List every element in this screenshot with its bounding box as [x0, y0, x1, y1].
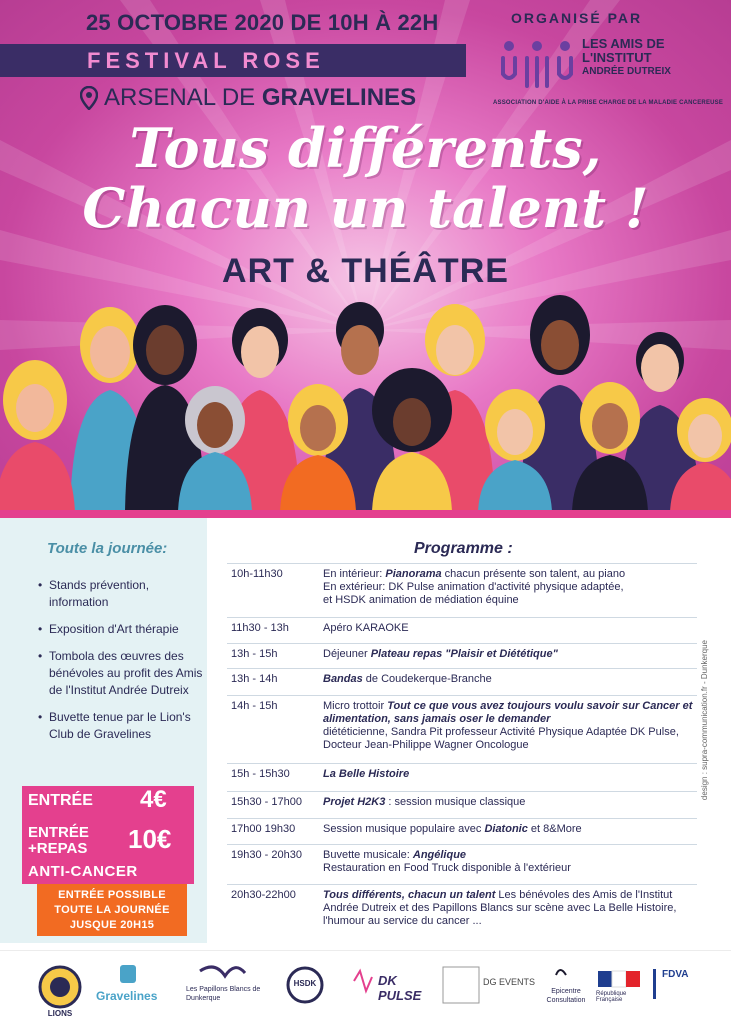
location-prefix: ARSENAL DE: [104, 84, 262, 111]
programme-description: [323, 768, 701, 781]
design-credit-text: design : supra-communication.fr - Dunkerque: [700, 640, 709, 801]
sponsor-logos: [0, 951, 731, 1024]
programme-time: 13h - 14h: [231, 673, 278, 685]
programme-description: [323, 622, 701, 635]
entry-hours-line1: ENTRÉE POSSIBLE: [58, 889, 166, 901]
desc-highlight: Diatonic: [484, 823, 528, 835]
desc-suffix: : session musique classique: [385, 796, 526, 808]
list-item: • Exposition d'Art thérapie: [38, 621, 208, 638]
table-row: [227, 791, 697, 808]
programme-time: 14h - 15h: [231, 700, 278, 712]
table-row: [227, 617, 697, 634]
desc-extra: diététicienne, Sandra Pit professeur Activité Physique Adaptée DK Pulse, Docteur Jean-Philippe Wagner Oncologue: [323, 726, 679, 751]
sponsor-gravelines: Gravelines: [96, 989, 158, 1003]
programme-description: [323, 889, 701, 928]
event-location: [80, 84, 416, 112]
festival-banner: [0, 44, 466, 77]
desc-highlight: Tous différents, chacun un talent: [323, 889, 496, 901]
desc-prefix: Apéro KARAOKE: [323, 622, 409, 634]
subheadline: ART & THÉÂTRE: [222, 252, 509, 290]
desc-prefix: Déjeuner: [323, 648, 371, 660]
organiser-logo-icon: [497, 38, 577, 94]
organiser-name: [582, 37, 671, 79]
desc-highlight: Plateau repas "Plaisir et Diététique": [370, 648, 558, 660]
table-row: [227, 818, 697, 835]
sponsor-hsdk: HSDK: [293, 979, 317, 988]
divider-stripe: [0, 510, 731, 518]
programme-description: [323, 823, 701, 836]
entry-hours-line2: TOUTE LA JOURNÉE: [54, 904, 170, 916]
desc-extra: En extérieur: DK Pulse animation d'activité physique adaptée, et HSDK animation de médiation équine: [323, 581, 624, 606]
list-item: • Buvette tenue par le Lion's Club de Gravelines: [38, 709, 208, 743]
desc-highlight: Angélique: [412, 849, 467, 861]
desc-suffix: de Coudekerque-Branche: [362, 673, 492, 685]
programme-time: 17h00 19h30: [231, 823, 296, 835]
programme-description: [323, 796, 701, 809]
sponsor-republique: République Française: [596, 991, 627, 1003]
list-item: • Stands prévention, information: [38, 577, 208, 611]
desc-prefix: Micro trottoir: [323, 700, 388, 712]
crowd-illustration: [0, 290, 731, 512]
programme-time: 10h-11h30: [231, 568, 283, 580]
desc-suffix: Les bénévoles des Amis de l'Institut Andrée Dutreix et des Papillons Blancs sur scène avec La Belle Histoire, l'humour au service du cancer ...: [323, 889, 677, 927]
sponsor-lions: LIONS: [47, 1009, 73, 1018]
entry-label: ENTRÉE: [28, 792, 93, 809]
desc-highlight: Bandas: [323, 673, 363, 685]
programme-description: [323, 648, 701, 661]
all-day-list: [38, 577, 208, 753]
desc-prefix: En intérieur:: [323, 568, 386, 580]
design-credit: [700, 640, 714, 840]
sponsor-dk-pulse: DK PULSE: [378, 973, 422, 1003]
table-row: [227, 884, 697, 927]
location-pin-icon: [80, 86, 98, 110]
desc-highlight: Projet H2K3: [323, 796, 386, 808]
organiser-name-line3: ANDRÉE DUTREIX: [582, 66, 671, 77]
desc-highlight: La Belle Histoire: [323, 768, 410, 780]
organiser-subtitle: ASSOCIATION D'AIDE À LA PRISE CHARGE DE LA MALADIE CANCEREUSE: [493, 100, 724, 106]
headline-line2: Chacun un talent !: [82, 176, 649, 240]
table-row: [227, 695, 697, 751]
entry-meal-line1: ENTRÉE: [28, 824, 89, 841]
desc-extra: Restauration en Food Truck disponible à l'extérieur: [323, 862, 571, 874]
organiser-name-line2: L'INSTITUT: [582, 50, 652, 65]
sponsor-footer: [0, 950, 731, 1024]
programme-description: [323, 568, 701, 607]
headline-line1: Tous différents,: [129, 116, 602, 180]
sponsor-dg-events: DG EVENTS: [483, 977, 536, 987]
entry-meal-label: [28, 825, 89, 857]
table-row: [227, 668, 697, 685]
table-row: [227, 763, 697, 780]
desc-prefix: Buvette musicale:: [323, 849, 413, 861]
sponsor-fdva: FDVA: [662, 969, 689, 980]
event-date: 25 OCTOBRE 2020 DE 10H À 22H: [86, 10, 439, 35]
programme-time: 20h30-22h00: [231, 889, 296, 901]
desc-highlight: Tout ce que vous avez toujours voulu savoir sur Cancer et alimentation, sans jamais oser le demander: [323, 700, 693, 725]
programme-description: [323, 849, 701, 875]
festival-name: FESTIVAL ROSE: [87, 48, 325, 73]
programme-time: 15h30 - 17h00: [231, 796, 302, 808]
entry-hours-line3: JUSQUE 20H15: [69, 919, 155, 931]
all-day-heading: Toute la journée:: [47, 540, 168, 557]
desc-highlight: Pianorama: [385, 568, 442, 580]
programme-time: 11h30 - 13h: [231, 622, 289, 634]
desc-prefix: Session musique populaire avec: [323, 823, 485, 835]
desc-suffix: et 8&More: [527, 823, 582, 835]
programme-description: [323, 673, 701, 686]
sponsor-papillons: Les Papillons Blancs de Dunkerque: [186, 986, 261, 1002]
programme-time: 15h - 15h30: [231, 768, 290, 780]
entry-price: 4€: [140, 786, 167, 813]
table-row: [227, 844, 697, 874]
programme-time: 13h - 15h: [231, 648, 278, 660]
programme-title: Programme :: [414, 540, 513, 557]
location-main: GRAVELINES: [261, 84, 417, 111]
desc-suffix: chacun présente son talent, au piano: [441, 568, 626, 580]
organised-by-label: ORGANISÉ PAR: [511, 10, 643, 26]
anti-cancer-label: ANTI-CANCER: [28, 863, 138, 880]
entry-meal-line2: +REPAS: [28, 840, 88, 857]
list-item: • Tombola des œuvres des bénévoles au profit des Amis de l'Institut Andrée Dutreix: [38, 648, 208, 699]
organiser-name-line1: LES AMIS DE: [582, 36, 665, 51]
programme-time: 19h30 - 20h30: [231, 849, 302, 861]
sponsor-epicentre: Epicentre Consultation: [546, 988, 586, 1004]
programme-description: [323, 700, 701, 752]
table-row: [227, 563, 697, 606]
entry-meal-price: 10€: [128, 824, 172, 854]
headline: [0, 118, 731, 238]
table-row: [227, 643, 697, 660]
entry-hours-box: [37, 884, 187, 936]
